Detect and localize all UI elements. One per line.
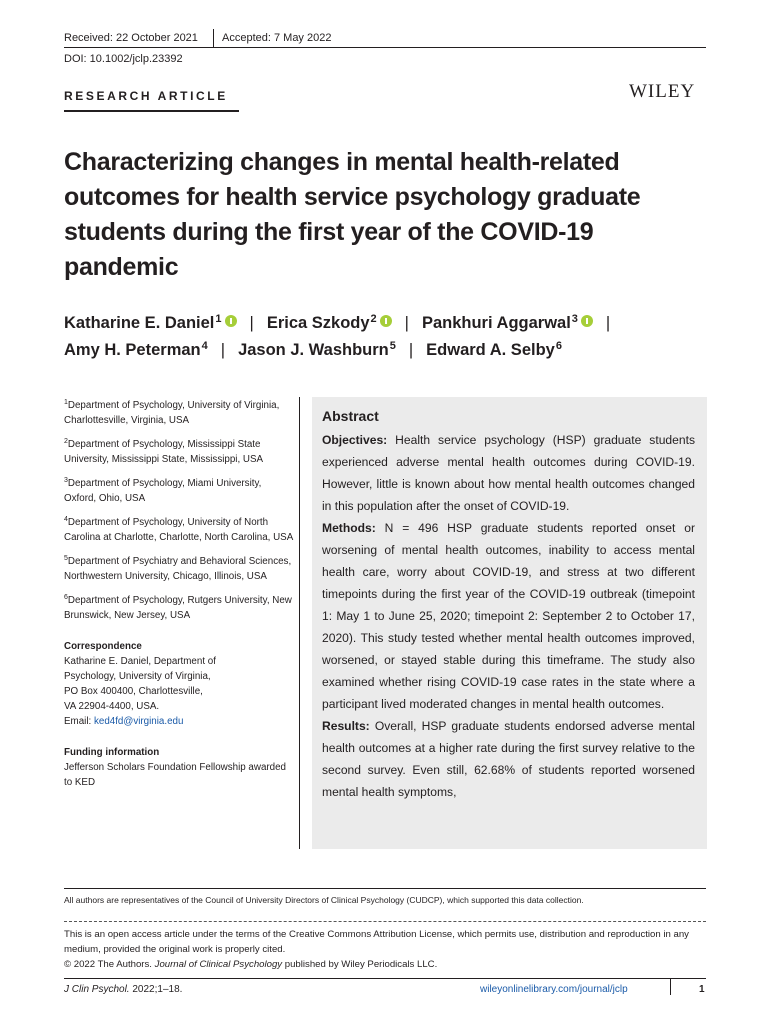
- affiliation-text: Department of Psychology, Miami University, Oxford, Ohio, USA: [64, 478, 262, 504]
- objectives-text: Health service psychology (HSP) graduate students experienced adverse mental health outcomes during COVID-19. However, little is known about how mental health outcomes changed in this population after the onset of COVID-19.: [322, 433, 695, 513]
- footer-dashed-rule: [64, 921, 706, 922]
- affiliation-text: Department of Psychology, Mississippi State University, Mississippi State, Mississippi, USA: [64, 439, 264, 465]
- author-separator: |: [605, 314, 611, 332]
- footer-bottom-rule: [64, 978, 706, 979]
- accepted-date: Accepted: 7 May 2022: [222, 32, 332, 44]
- author-affiliation-number: 3: [571, 313, 578, 325]
- affiliation-number: 6: [64, 594, 68, 601]
- copyright-line: [64, 957, 706, 972]
- affiliation: [64, 512, 296, 545]
- funding-text: Jefferson Scholars Foundation Fellowship awarded to KED: [64, 762, 287, 788]
- orcid-icon[interactable]: [225, 315, 237, 327]
- author-name[interactable]: Edward A. Selby: [426, 341, 555, 359]
- article-title: Characterizing changes in mental health-related outcomes for health service psychology graduate students during the first year of the COVID-19 pandemic: [64, 148, 641, 281]
- author-affiliation-number: 4: [201, 340, 208, 352]
- copyright-suffix: published by Wiley Periodicals LLC.: [284, 959, 438, 970]
- author-name[interactable]: Pankhuri Aggarwal: [421, 314, 571, 332]
- abstract-heading: Abstract: [322, 408, 379, 424]
- affiliation-number: 5: [64, 555, 68, 562]
- affiliation: [64, 551, 296, 584]
- affiliation-number: 4: [64, 516, 68, 523]
- author-separator: |: [404, 314, 409, 332]
- methods-label: Methods:: [322, 521, 376, 535]
- affiliation-number: 2: [64, 438, 68, 445]
- correspondence-line: VA 22904-4400, USA.: [64, 701, 160, 712]
- email-label: Email:: [64, 716, 92, 727]
- affiliation-text: Department of Psychology, Rutgers University, New Brunswick, New Jersey, USA: [64, 595, 292, 621]
- correspondence-heading: Correspondence: [64, 641, 142, 652]
- correspondence-line: Katharine E. Daniel, Department of: [64, 656, 216, 667]
- affiliation: [64, 395, 296, 428]
- affiliation-number: 1: [64, 399, 68, 406]
- author-separator: |: [249, 314, 254, 332]
- doi[interactable]: DOI: 10.1002/jclp.23392: [64, 53, 183, 65]
- footer-separator: [670, 979, 671, 995]
- funding-heading: Funding information: [64, 747, 160, 758]
- author-line-2: [64, 340, 562, 360]
- abstract-results: [322, 715, 695, 803]
- author-name[interactable]: Katharine E. Daniel: [64, 314, 215, 332]
- journal-citation: [64, 984, 182, 995]
- article-type-underline: [64, 110, 239, 112]
- affiliation: [64, 473, 296, 506]
- article-type: RESEARCH ARTICLE: [64, 89, 228, 103]
- orcid-icon[interactable]: [380, 315, 392, 327]
- correspondence-line: Psychology, University of Virginia,: [64, 671, 211, 682]
- email-link[interactable]: ked4fd@virginia.edu: [93, 716, 184, 727]
- journal-name: Journal of Clinical Psychology: [154, 959, 283, 970]
- abstract-objectives: [322, 429, 695, 517]
- author-affiliation-number: 2: [370, 313, 377, 325]
- license-text: [64, 927, 706, 972]
- author-affiliation-number: 1: [215, 313, 222, 325]
- footer-rule: [64, 888, 706, 889]
- received-date: Received: 22 October 2021: [64, 32, 198, 44]
- journal-year: 2022;1–18.: [132, 984, 183, 995]
- affiliation-text: Department of Psychology, University of North Carolina at Charlotte, Charlotte, North Carolina, USA: [64, 517, 294, 543]
- author-affiliation-number: 6: [555, 340, 562, 352]
- orcid-icon[interactable]: [581, 315, 593, 327]
- author-name[interactable]: Jason J. Washburn: [238, 341, 389, 359]
- results-label: Results:: [322, 719, 370, 733]
- results-text: Overall, HSP graduate students endorsed adverse mental health outcomes at a higher rate during the first survey relative to the second survey. Even still, 62.68% of students reported worsened mental health symptoms,: [322, 719, 695, 799]
- author-line-1: [64, 313, 623, 333]
- author-separator: |: [220, 341, 226, 359]
- affiliation-text: Department of Psychology, University of Virginia, Charlottesville, Virginia, USA: [64, 400, 280, 426]
- sidebar: [64, 395, 296, 790]
- header-separator: [213, 29, 214, 47]
- objectives-label: Objectives:: [322, 433, 388, 447]
- publisher-logo: WILEY: [629, 81, 696, 102]
- affiliation: [64, 590, 296, 623]
- header-rule: [64, 47, 706, 48]
- author-separator: |: [408, 341, 414, 359]
- abstract-methods: [322, 517, 695, 715]
- correspondence-line: PO Box 400400, Charlottesville,: [64, 686, 203, 697]
- methods-text: N = 496 HSP graduate students reported onset or worsening of mental health outcomes, inability to access mental health care, worry about COVID-19, and stress at two different timepoints during the first year of the COVID-19 outbreak (timepoint 1: May 1 to June 25, 2020; timepoint 2: September 2 to October 17, 2020). This study tested whether mental health outcomes improved, worsened, or stayed stable during this timeframe. The study also examined whether rising COVID-19 case rates in the state where a participant lived moderated changes in mental health outcomes.: [322, 521, 695, 711]
- author-affiliation-number: 5: [389, 340, 396, 352]
- page-number: 1: [699, 984, 705, 995]
- footnote: All authors are representatives of the Council of University Directors of Clinical Psychology (CUDCP), which supported this data collection.: [64, 895, 584, 905]
- affiliation: [64, 434, 296, 467]
- correspondence-email-row: [64, 714, 296, 729]
- abstract: [322, 405, 695, 803]
- journal-abbrev: J Clin Psychol.: [64, 984, 130, 995]
- author-name[interactable]: Erica Szkody: [266, 314, 370, 332]
- sidebar-divider: [299, 397, 300, 849]
- author-name[interactable]: Amy H. Peterman: [64, 341, 201, 359]
- affiliation-text: Department of Psychiatry and Behavioral Sciences, Northwestern University, Chicago, Illinois, USA: [64, 556, 292, 582]
- affiliation-number: 3: [64, 477, 68, 484]
- copyright-prefix: © 2022 The Authors.: [64, 959, 152, 970]
- journal-url-link[interactable]: wileyonlinelibrary.com/journal/jclp: [480, 984, 628, 995]
- license-statement: This is an open access article under the terms of the Creative Commons Attribution License, which permits use, distribution and reproduction in any medium, provided the original work is properly cited.: [64, 929, 689, 955]
